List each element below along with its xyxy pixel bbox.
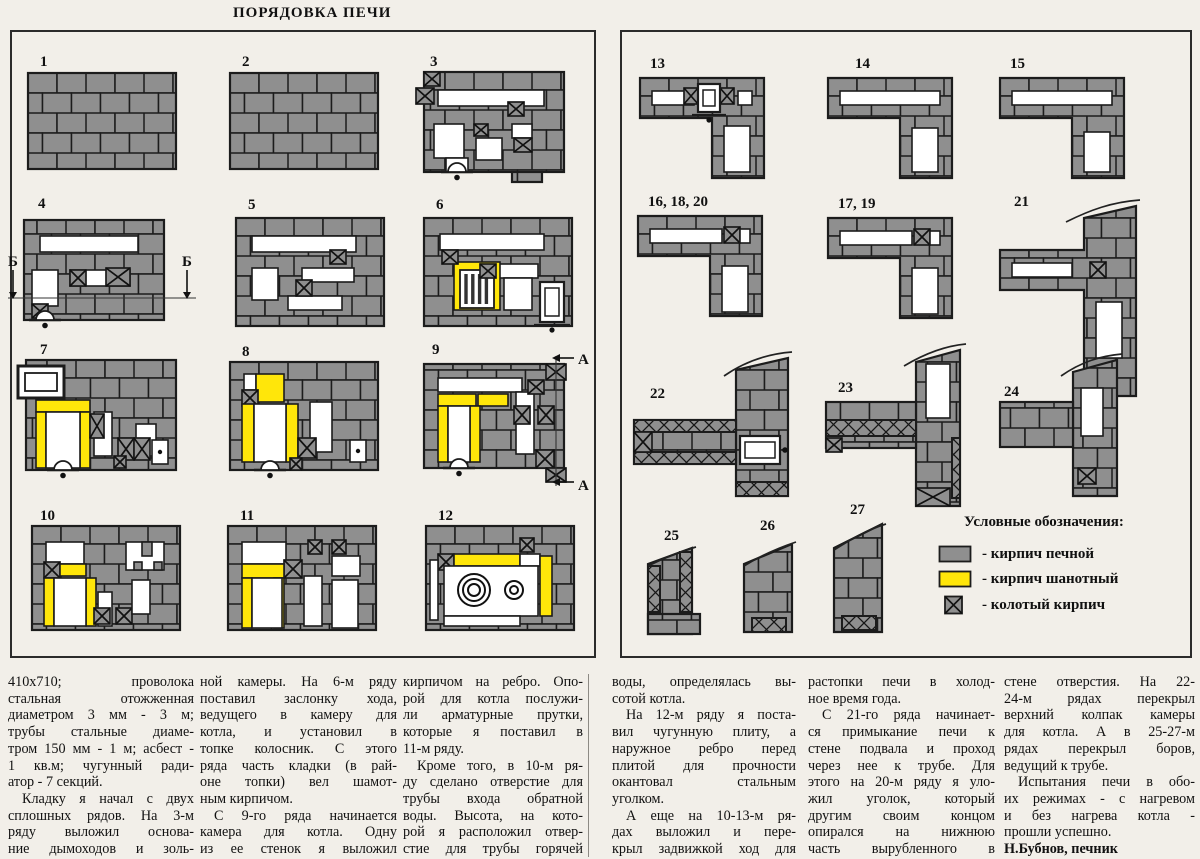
text-column	[8, 674, 194, 858]
diagram-figure	[424, 350, 590, 494]
text-line: этого на 20-м ряду я уло-	[808, 774, 995, 791]
text-line: ной камеры. На 6-м ряду	[200, 674, 397, 690]
svg-text:Б: Б	[8, 254, 18, 270]
page-title: ПОРЯДОВКА ПЕЧИ	[233, 5, 392, 21]
text-line: дах выложил и пере-	[612, 824, 796, 841]
text-line: рой я расположил отвер-	[403, 824, 583, 841]
diagram-figure	[638, 214, 768, 320]
text-line: наружное ребро перед	[612, 740, 796, 757]
text-line: сотой котла.	[612, 690, 686, 707]
diagram-figure	[236, 216, 388, 328]
diagram-label: 14	[855, 56, 870, 72]
diagram-label: 2	[242, 54, 250, 70]
diagram-figure	[640, 76, 770, 182]
diagram-figure	[996, 348, 1126, 500]
diagram-label: 8	[242, 344, 250, 360]
text-line: 410x710; проволока	[8, 674, 194, 690]
diagram-label: 9	[432, 342, 440, 358]
text-column	[1004, 674, 1195, 858]
diagram-label: 13	[650, 56, 665, 72]
text-line: тром 150 мм - 1 м; асбест -	[8, 740, 194, 757]
svg-text:А: А	[578, 478, 589, 494]
text-line: диаметром 3 мм - 3 м;	[8, 707, 194, 724]
broken-brick-swatch-icon	[938, 595, 972, 615]
diagram-figure	[230, 73, 380, 173]
text-line: кирпичом на ребро. Опо-	[403, 674, 583, 690]
diagram-label: 22	[650, 386, 665, 402]
text-line: ли арматурные прутки,	[403, 707, 583, 724]
text-line: Кроме того, в 10-м ря-	[417, 757, 583, 774]
text-line: часть вырубленного в	[808, 841, 995, 858]
diagram-label: 7	[40, 342, 48, 358]
diagram-figure	[28, 73, 178, 173]
diagram-label: 11	[240, 508, 255, 524]
diagram-label: 10	[40, 508, 55, 524]
text-line: атор - 7 секций.	[8, 774, 103, 791]
diagram-figure	[828, 76, 958, 182]
svg-text:А: А	[578, 352, 589, 368]
text-line: камера для котла. Одну	[200, 824, 397, 841]
text-line: ным кирпичом.	[200, 790, 293, 807]
text-column	[200, 674, 397, 858]
diagram-figure	[1000, 76, 1130, 182]
text-line: вил чугунную плиту, а	[612, 724, 796, 741]
text-line: стие для трубы горячей	[403, 841, 583, 858]
diagram-label: 27	[850, 502, 865, 518]
text-line: А еще на 10-13-м ря-	[626, 807, 796, 824]
text-line: опирался на нижнюю	[808, 824, 995, 841]
text-line: стене подвала и проход	[808, 740, 995, 757]
text-line: трубы стальные диаме-	[8, 724, 194, 741]
diagram-figure	[744, 532, 806, 636]
text-line: Испытания печи в обо-	[1018, 774, 1195, 791]
text-column	[808, 674, 995, 858]
diagram-figure	[826, 342, 966, 510]
text-line: из ее стенок я выложил	[200, 841, 397, 858]
legend-item-label: - кирпич печной	[982, 545, 1095, 562]
diagram-label: 5	[248, 197, 256, 213]
text-line: ведущего в камеру для	[200, 707, 397, 724]
text-line: другим своим концом	[808, 807, 995, 824]
text-line: которые я поставил в	[403, 724, 583, 741]
text-line: уголком.	[612, 790, 665, 807]
text-line: плитой для прочности	[612, 757, 796, 774]
diagram-figure	[426, 524, 582, 636]
diagram-figure	[634, 350, 806, 502]
text-line: котла, и установил в	[200, 724, 397, 741]
text-line: растопки печи в холод-	[808, 674, 995, 690]
text-line: 11-м ряду.	[403, 740, 464, 757]
legend-item	[938, 545, 1190, 563]
text-line: их режимах - с нагревом	[1004, 790, 1195, 807]
diagram-label: 24	[1004, 384, 1019, 400]
diagram-label: 17, 19	[838, 196, 876, 212]
diagram-label: 4	[38, 196, 46, 212]
text-line: воды, определялась вы-	[612, 674, 796, 690]
text-line: топке колосник. С этого	[200, 740, 397, 757]
text-line: ряду выложил основа-	[8, 824, 194, 841]
text-line: С 21-го ряда начинает-	[822, 707, 995, 724]
text-line: На 12-м ряду я поста-	[626, 707, 796, 724]
diagram-label: 16, 18, 20	[648, 194, 708, 210]
diagram-figure	[834, 518, 898, 636]
text-line: С 9-го ряда начинается	[214, 807, 397, 824]
text-line: и без нагрева котла -	[1004, 807, 1195, 824]
diagram-figure	[828, 216, 958, 322]
legend-title: Условные обозначения:	[964, 514, 1124, 530]
legend-item-label: - кирпич шанотный	[982, 570, 1119, 587]
diagram-figure	[228, 524, 380, 634]
diagram-figure	[18, 358, 184, 484]
legend	[938, 514, 1190, 622]
diagram-label: 21	[1014, 194, 1029, 210]
diagram-label: 23	[838, 380, 853, 396]
svg-text:Б: Б	[182, 254, 192, 270]
gray-brick-swatch-icon	[938, 545, 972, 563]
text-line: ние дымоходов и золь-	[8, 841, 194, 858]
text-line: трубы входа обратной	[403, 790, 583, 807]
text-column	[612, 674, 796, 858]
diagram-label: 15	[1010, 56, 1025, 72]
text-line: сплошных рядов. На 3-м	[8, 807, 194, 824]
text-column	[403, 674, 583, 858]
diagram-figure	[424, 216, 578, 340]
text-line: ное время года.	[808, 690, 902, 707]
diagram-label: 12	[438, 508, 453, 524]
text-line: ряда часть кладки (в рай-	[200, 757, 397, 774]
text-line: 1 кв.м; чугунный ради-	[8, 757, 194, 774]
text-line: ведущий к трубе.	[1004, 757, 1109, 774]
diagram-figure	[648, 540, 710, 638]
text-line: жил уголок, который	[808, 790, 995, 807]
text-line: верхний колпак камеры	[1004, 707, 1195, 724]
legend-item-label: - колотый кирпич	[982, 596, 1106, 613]
column-divider	[588, 674, 589, 857]
text-line: ся примыкание печи к	[808, 724, 995, 741]
yellow-brick-swatch-icon	[938, 570, 972, 588]
text-line: поставил заслонку хода,	[200, 690, 397, 707]
text-line: крыл задвижкой ход для	[612, 841, 796, 858]
text-line: через нее к трубе. Для	[808, 757, 995, 774]
text-line: рядах перекрыл боров,	[1004, 740, 1195, 757]
text-line: 24-м рядах перекрыл	[1004, 690, 1195, 707]
legend-item	[938, 595, 1190, 615]
text-line: стальная отожженная	[8, 690, 194, 707]
diagram-label: 25	[664, 528, 679, 544]
diagram-label: 1	[40, 54, 48, 70]
diagram-figure	[416, 70, 574, 188]
diagram-label: 26	[760, 518, 775, 534]
text-line: Кладку я начал с двух	[22, 790, 194, 807]
diagram-figure	[8, 214, 198, 338]
diagram-figure	[32, 524, 184, 634]
legend-item	[938, 570, 1190, 588]
text-line: для котла. А в 25-27-м	[1004, 724, 1195, 741]
text-line: рой для котла послужи-	[403, 690, 583, 707]
text-line: стене отверстия. На 22-	[1004, 674, 1195, 690]
text-line: ду сделано отверстие для	[403, 774, 583, 791]
text-line: оне топки) вел шамот-	[200, 774, 397, 791]
text-line: воды. Высота, на кото-	[403, 807, 583, 824]
diagram-label: 3	[430, 54, 438, 70]
diagram-label: 6	[436, 197, 444, 213]
text-line: Н.Бубнов, печник	[1004, 841, 1118, 858]
diagram-figure	[230, 360, 382, 478]
text-line: окантовал стальным	[612, 774, 796, 791]
text-line: прошли успешно.	[1004, 824, 1112, 841]
